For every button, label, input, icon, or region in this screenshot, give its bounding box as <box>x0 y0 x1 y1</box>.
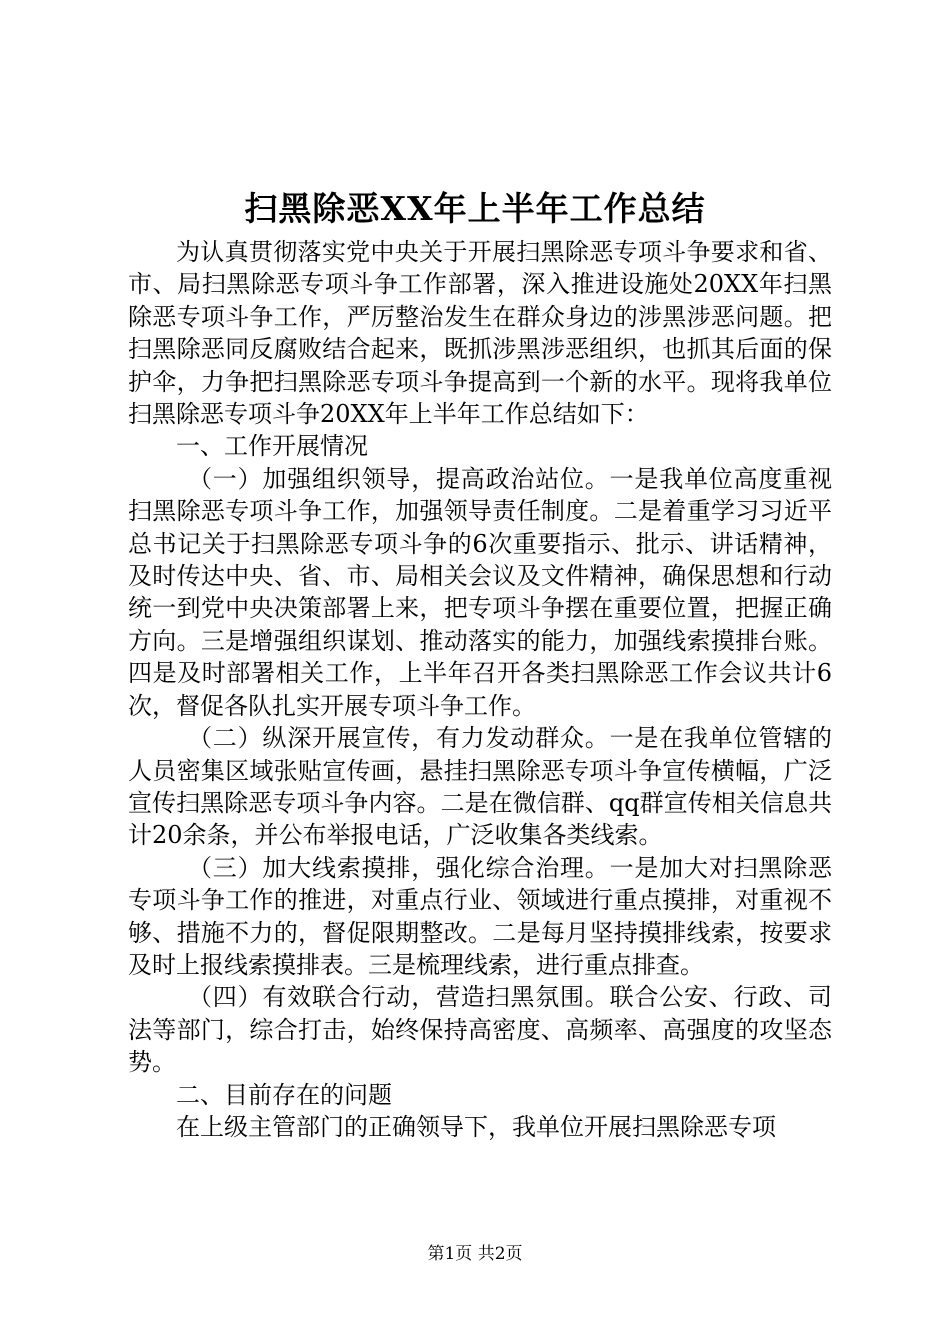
subsection-paragraph-1: （一）加强组织领导，提高政治站位。一是我单位高度重视扫黑除恶专项斗争工作，加强领导责任制度。二是着重学习习近平总书记关于扫黑除恶专项斗争的6次重要指示、批示、讲话精神，及时传达中央、省、市、局相关会议及文件精神，确保思想和行动统一到党中央决策部署上来，把专项斗争摆在重要位置，把握正确方向。三是增强组织谋划、推动落实的能力，加强线索摸排台账。四是及时部署相关工作，上半年召开各类扫黑除恶工作会议共计6次，督促各队扎实开展专项斗争工作。 <box>128 464 832 720</box>
page-footer: 第1页 共2页 <box>427 1244 523 1264</box>
subsection-paragraph-4: （四）有效联合行动，营造扫黑氛围。联合公安、行政、司法等部门，综合打击，始终保持高密度、高频率、高强度的攻坚态势。 <box>128 983 832 1077</box>
problems-paragraph: 在上级主管部门的正确领导下，我单位开展扫黑除恶专项 <box>176 1112 776 1141</box>
subsection-paragraph-2: （二）纵深开展宣传，有力发动群众。一是在我单位管辖的人员密集区域张贴宣传画，悬挂扫黑除恶专项斗争宣传横幅，广泛宣传扫黑除恶专项斗争内容。二是在微信群、qq群宣传相关信息共计20余条，并公布举报电话，广泛收集各类线索。 <box>128 724 832 850</box>
document-title: 扫黑除恶XX年上半年工作总结 <box>244 189 706 228</box>
section-heading-work-status: 一、工作开展情况 <box>176 432 368 461</box>
subsection-paragraph-3: （三）加大线索摸排，强化综合治理。一是加大对扫黑除恶专项斗争工作的推进，对重点行业、领域进行重点摸排，对重视不够、措施不力的，督促限期整改。二是每月坚持摸排线索，按要求及时上报线索摸排表。三是梳理线索，进行重点排查。 <box>128 853 832 979</box>
document-body <box>128 236 832 1143</box>
intro-paragraph: 为认真贯彻落实党中央关于开展扫黑除恶专项斗争要求和省、市、局扫黑除恶专项斗争工作部署，深入推进设施处20XX年扫黑除恶专项斗争工作，严厉整治发生在群众身边的涉黑涉恶问题。把扫黑除恶同反腐败结合起来，既抓涉黑涉恶组织，也抓其后面的保护伞，力争把扫黑除恶专项斗争提高到一个新的水平。现将我单位扫黑除恶专项斗争20XX年上半年工作总结如下： <box>128 238 832 429</box>
section-heading-problems: 二、目前存在的问题 <box>176 1080 392 1109</box>
